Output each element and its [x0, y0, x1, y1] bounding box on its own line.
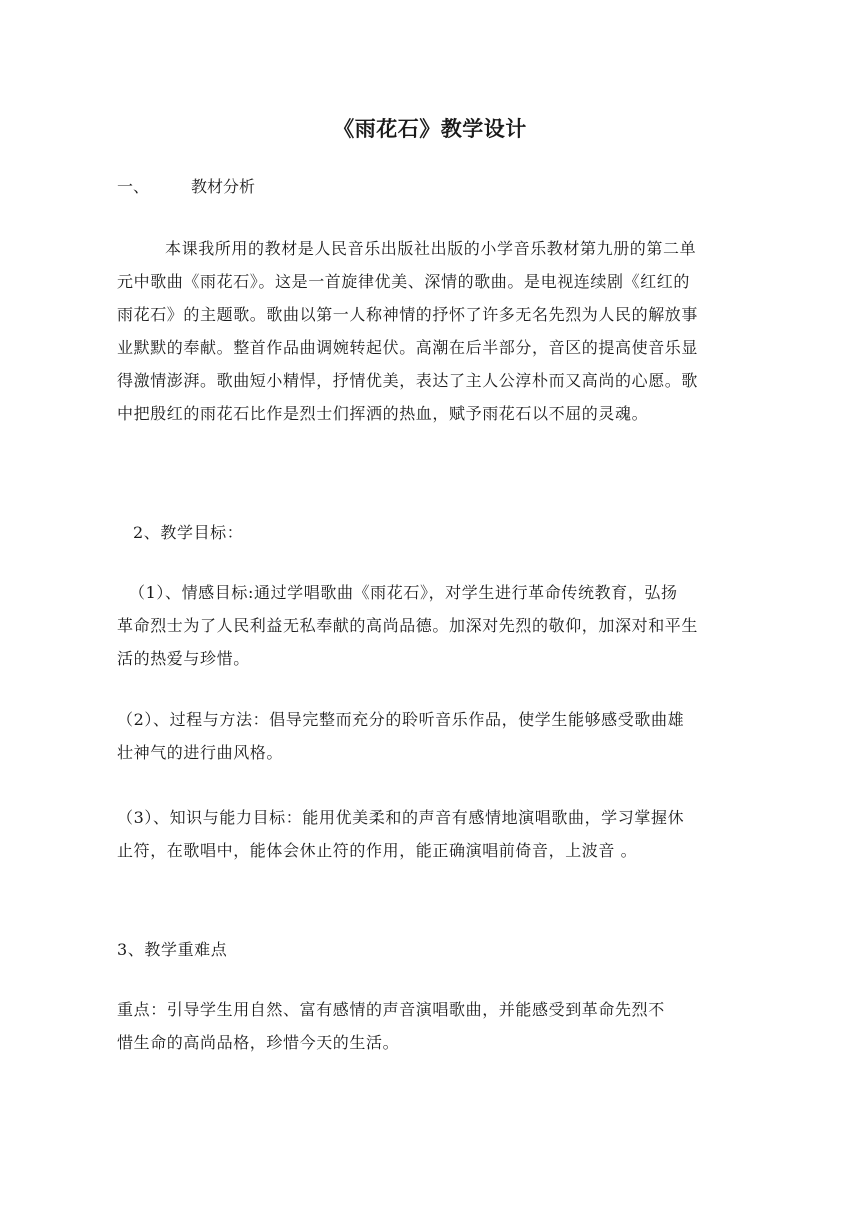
section-number: 一、	[117, 177, 150, 196]
section-heading-material-analysis	[117, 172, 255, 202]
paragraph-goal-process	[117, 703, 743, 769]
paragraph-line: 止符，在歌唱中，能体会休止符的作用，能正确演唱前倚音，上波音 。	[117, 841, 638, 860]
paragraph-line: （1）、情感目标:通过学唱歌曲《雨花石》，对学生进行革命传统教育，弘扬	[129, 583, 678, 602]
paragraph-key-points	[117, 993, 743, 1059]
paragraph-goal-emotion	[117, 576, 743, 675]
paragraph-line: 本课我所用的教材是人民音乐出版社出版的小学音乐教材第九册的第二单	[165, 239, 697, 258]
paragraph-line: 革命烈士为了人民利益无私奉献的高尚品德。加深对先烈的敬仰，加深对和平生	[117, 616, 699, 635]
paragraph-line: 元中歌曲《雨花石》。这是一首旋律优美、深情的歌曲。是电视连续剧《红红的	[117, 272, 691, 291]
document-title: 《雨花石》教学设计	[333, 116, 527, 141]
paragraph-line: 业默默的奉献。整首作品曲调婉转起伏。高潮在后半部分，音区的提高使音乐显	[117, 338, 699, 357]
paragraph-line: （2）、过程与方法：倡导完整而充分的聆听音乐作品，使学生能够感受歌曲雄	[117, 710, 685, 729]
section-heading-teaching-goals: 2、教学目标：	[133, 523, 244, 542]
paragraph-line: （3）、知识与能力目标：能用优美柔和的声音有感情地演唱歌曲，学习掌握休	[117, 808, 685, 827]
paragraph-line: 得激情澎湃。歌曲短小精悍，抒情优美，表达了主人公淳朴而又高尚的心愿。歌	[117, 371, 699, 390]
section-heading-key-points: 3、教学重难点	[117, 940, 228, 959]
paragraph-goal-knowledge	[117, 801, 743, 867]
paragraph-line: 雨花石》的主题歌。歌曲以第一人称神情的抒怀了许多无名先烈为人民的解放事	[117, 305, 699, 324]
paragraph-line: 重点：引导学生用自然、富有感情的声音演唱歌曲，并能感受到革命先烈不	[117, 1000, 665, 1019]
paragraph-line: 活的热爱与珍惜。	[117, 649, 250, 668]
paragraph-material-analysis	[117, 232, 743, 430]
paragraph-line: 惜生命的高尚品格，珍惜今天的生活。	[117, 1033, 400, 1052]
section-title: 教材分析	[191, 177, 256, 196]
paragraph-line: 壮神气的进行曲风格。	[117, 743, 284, 762]
paragraph-line: 中把殷红的雨花石比作是烈士们挥洒的热血，赋予雨花石以不屈的灵魂。	[117, 404, 649, 423]
